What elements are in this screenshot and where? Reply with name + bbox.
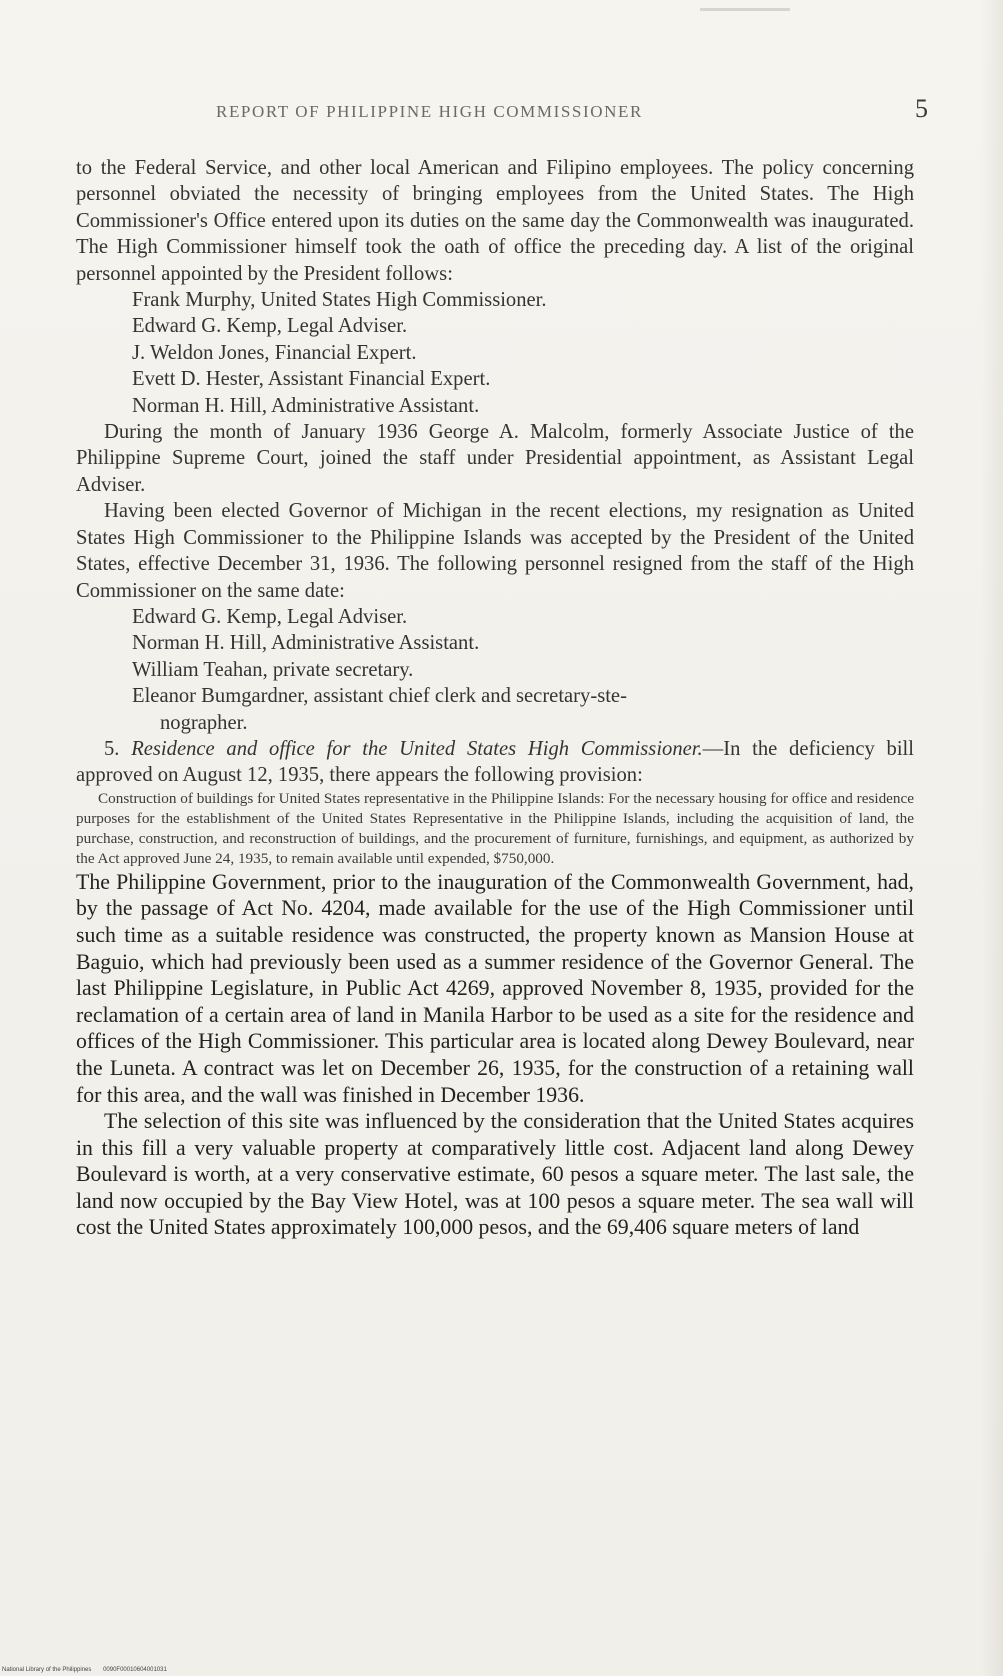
running-head: REPORT OF PHILIPPINE HIGH COMMISSIONER	[216, 102, 643, 121]
personnel-list-item: Norman H. Hill, Administrative Assistant.	[132, 394, 480, 417]
resigned-list-item: Edward G. Kemp, Legal Adviser.	[132, 605, 408, 628]
paragraph-personnel-intro: to the Federal Service, and other local American and Filipino employees. The policy concerning personnel obviated the necessity of bringing employees from the United States. The High Commissioner's Office entered upon its duties on the same day the Commonwealth was inaugurated. The High Commissioner himself took the oath of office the preceding day. A list of the original personnel appointed by the President follows:	[76, 157, 914, 285]
paragraph-resignation: Having been elected Governor of Michigan in the recent elections, my resignation as United States High Commissioner to the Philippine Islands was accepted by the President of the United States, effective December 31, 1936. The following personnel resigned from the staff of the High Commissioner on the same date:	[76, 500, 914, 602]
footer-record-id: 0090F00010604001031	[103, 1667, 167, 1673]
quoted-provision: Construction of buildings for United States representative in the Philippine Islands: For the necessary housing for office and residence purposes for the establishment of the United States Representative in the Philippine Islands, including the acquisition of land, the purchase, construction, and reconstruction of buildings, and the procurement of furniture, furnishings, and equipment, as authorized by the Act approved June 24, 1935, to remain available until expended, $750,000.	[76, 789, 914, 867]
footer-library: National Library of the Philippines	[2, 1667, 92, 1673]
section-heading: Residence and office for the United States High Commissioner.	[131, 737, 703, 760]
personnel-list-item: J. Weldon Jones, Financial Expert.	[132, 341, 417, 364]
section-5-paragraph	[76, 736, 914, 789]
paragraph-site-selection: The selection of this site was influenced by the consideration that the United States acquires in this fill a very valuable property at comparatively little cost. Adjacent land along Dewey Boulevard is worth, at a very conservative estimate, 60 pesos a square meter. The last sale, the land now occupied by the Bay View Hotel, was at 100 pesos a square meter. The sea wall will cost the United States approximately 100,000 pesos, and the 69,406 square meters of land	[76, 1109, 914, 1240]
personnel-list-item: Evett D. Hester, Assistant Financial Expert.	[132, 368, 491, 391]
scan-footer	[2, 1667, 177, 1673]
personnel-list-item: Frank Murphy, United States High Commissioner.	[132, 289, 547, 312]
resigned-list-item-continuation: nographer.	[160, 711, 248, 734]
scan-artifact	[700, 8, 790, 11]
section-number: 5.	[104, 737, 120, 760]
resigned-list-item: Norman H. Hill, Administrative Assistant.	[132, 632, 480, 655]
page-header	[76, 94, 928, 128]
paragraph-mansion-house: The Philippine Government, prior to the inauguration of the Commonwealth Government, had, by the passage of Act No. 4204, made available for the use of the High Commissioner until such time as a suitable residence was constructed, the property known as Mansion House at Baguio, which had previously been used as a summer residence of the Governor General. The last Philippine Legislature, in Public Act 4269, approved November 8, 1935, provided for the reclamation of a certain area of land in Manila Harbor to be used as a site for the residence and offices of the High Commissioner. This particular area is located along Dewey Boulevard, near the Luneta. A contract was let on December 26, 1935, for the construction of a retaining wall for this area, and the wall was finished in December 1936.	[76, 869, 914, 1107]
resigned-list-item: William Teahan, private secretary.	[132, 658, 414, 681]
resigned-list-item	[76, 683, 914, 736]
paragraph-malcolm: During the month of January 1936 George A. Malcolm, formerly Associate Justice of the Philippine Supreme Court, joined the staff under Presidential appointment, as Assistant Legal Adviser.	[76, 421, 914, 496]
body-text	[76, 155, 914, 1241]
scan-edge-shadow	[981, 0, 1003, 1676]
personnel-list-item: Edward G. Kemp, Legal Adviser.	[132, 315, 408, 338]
resigned-list-item-line: Eleanor Bumgardner, assistant chief clerk and secretary-ste-	[132, 685, 627, 708]
page-number: 5	[915, 94, 928, 123]
section-text: —In the deficiency bill approved on August 12, 1935, there appears the following provision:	[76, 737, 914, 787]
